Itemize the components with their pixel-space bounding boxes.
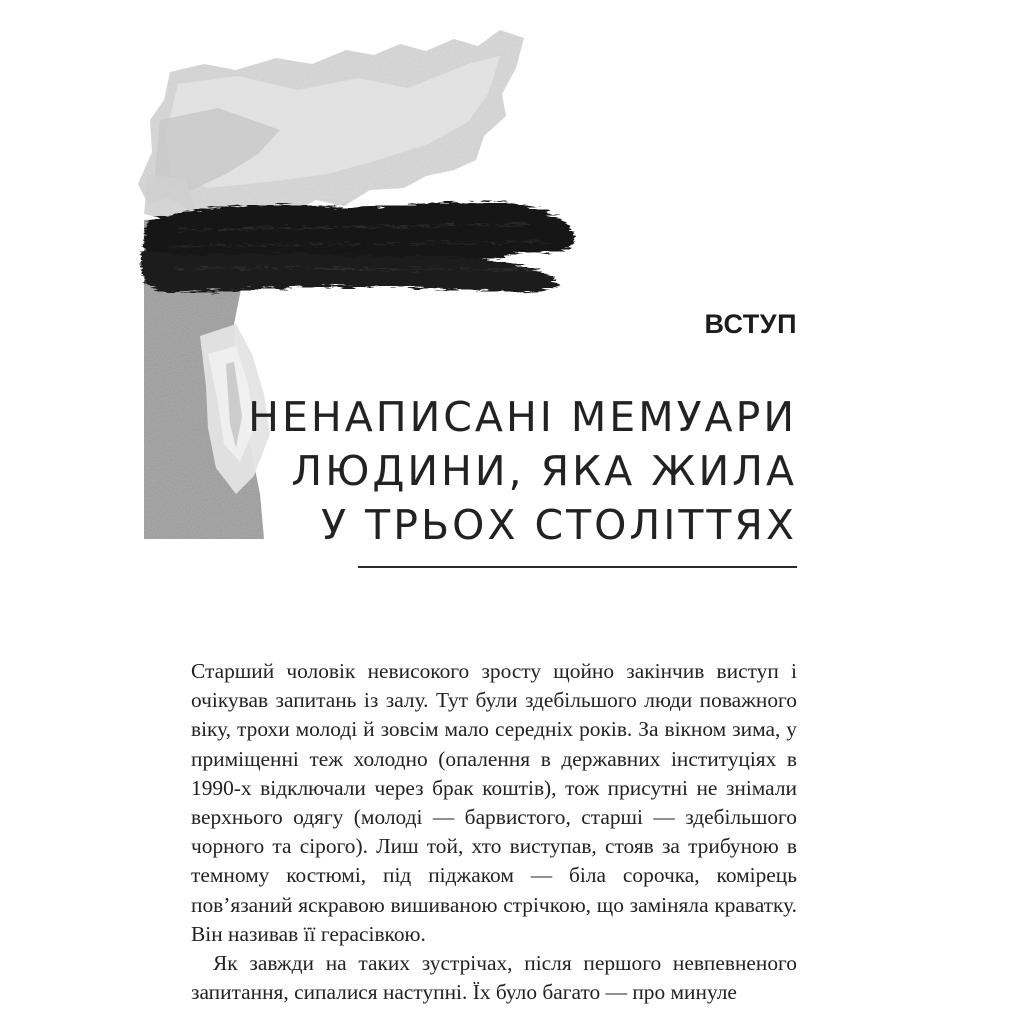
black-brushstroke — [141, 202, 575, 292]
chapter-title-line: У ТРЬОХ СТОЛІТТЯХ — [321, 501, 797, 549]
chapter-title — [237, 390, 797, 552]
torn-paper-top — [138, 30, 524, 220]
chapter-title-line: НЕНАПИСАНІ МЕМУАРИ — [248, 393, 797, 441]
title-divider — [358, 566, 797, 568]
body-text — [191, 657, 797, 1007]
body-paragraph: Старший чоловік невисокого зросту щойно закінчив виступ і очікував запитань із залу. Тут були здебільшого люди поважного віку, трохи молоді й зовсім мало середніх років. За вікном зима, у приміщенні теж холодно (опалення в державних інституціях в 1990-х відключали через брак коштів), тож присутні не знімали верхнього одягу (молоді — барвистого, старші — здебільшого чорного та сірого). Лиш той, хто виступав, стояв за трибуною в темному костюмі, під піджаком — біла сорочка, комірець пов’язаний яскравою вишиваною стрічкою, що заміняла краватку. Він називав її герасівкою. — [191, 659, 797, 946]
section-label: ВСТУП — [704, 309, 797, 339]
body-paragraph: Як завжди на таких зустрічах, після першого невпевненого запитання, сипалися наступні. Їх було багато — про минуле — [191, 951, 797, 1005]
chapter-title-line: ЛЮДИНИ, ЯКА ЖИЛА — [291, 447, 797, 495]
